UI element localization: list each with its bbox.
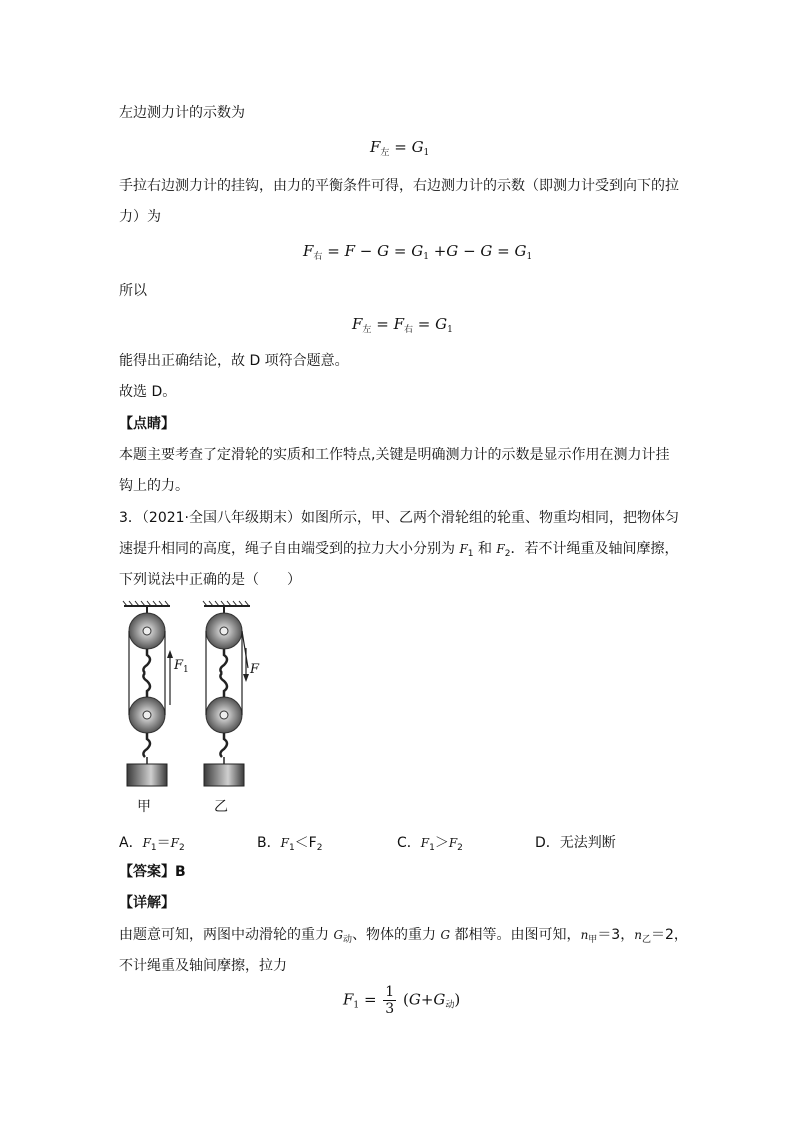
text-line: 手拉右边测力计的挂钩，由力的平衡条件可得，右边测力计的示数（即测力计受到向下的拉	[119, 178, 679, 194]
pulley-system-yi	[203, 601, 250, 786]
weight-block	[127, 764, 167, 786]
pulley-systems-figure	[118, 600, 278, 820]
equation-left-reading: $F_左 = G_1$	[370, 138, 430, 158]
figure-label-jia: 甲	[137, 799, 151, 815]
pulley-system-jia	[123, 601, 173, 786]
option-c: C．$F_1>F_2$	[397, 835, 463, 853]
eq-subscript: 左	[380, 148, 390, 158]
text-line: 故选 D。	[119, 384, 177, 400]
question-text: 速提升相同的高度，绳子自由端受到的拉力大小分别为 $F_1$ 和 $F_2$．若不计绳重及轴间摩擦，	[119, 541, 679, 559]
option-a: A．$F_1=F_2$	[119, 835, 185, 853]
detail-heading: 【详解】	[119, 895, 175, 911]
eq-symbol: F	[370, 138, 381, 156]
text-line: 钩上的力。	[119, 478, 189, 494]
text-line: 所以	[119, 283, 147, 299]
equation-equal-readings: $F_左 = F_右 = G_1$	[352, 315, 453, 335]
up-arrow-icon	[167, 650, 173, 658]
option-b: B．$F_1<F_2$	[257, 835, 323, 853]
down-arrow-icon	[243, 674, 249, 682]
text-line: 左边测力计的示数为	[119, 105, 245, 121]
equation-f1: $F_1$ = $\frac{1}{3}$ $(G+G_动)$	[343, 984, 461, 1017]
explanation-text: 不计绳重及轴间摩擦，拉力	[119, 958, 287, 974]
eq-symbol: G	[411, 138, 424, 156]
text-line: 能得出正确结论，故 D 项符合题意。	[119, 353, 349, 369]
option-d: D．无法判断	[535, 835, 616, 851]
figure-label-yi: 乙	[214, 799, 228, 815]
answer-heading: 【答案】B	[119, 864, 186, 880]
equation-right-reading: $F_右 = F - G = G_1 +G - G = G_1$	[303, 242, 533, 262]
explanation-text: 由题意可知，两图中动滑轮的重力 $G_动$、物体的重力 G 都相等。由图可知，$n_甲=3$，$n_乙=2$，	[119, 927, 688, 945]
force-label-f1: $F_1$	[174, 658, 189, 675]
text-line: 力）为	[119, 209, 161, 225]
section-heading: 【点睛】	[119, 416, 175, 432]
weight-block	[204, 764, 244, 786]
question-text: 3．（2021·全国八年级期末）如图所示，甲、乙两个滑轮组的轮重、物重均相同，把物体匀	[119, 510, 679, 526]
eq-subscript: 1	[423, 148, 430, 158]
text-line: 本题主要考查了定滑轮的实质和工作特点,关键是明确测力计的示数是显示作用在测力计挂	[119, 447, 670, 463]
force-label-f2: F	[250, 662, 260, 677]
pulley-diagram	[118, 600, 278, 800]
question-text: 下列说法中正确的是（ ）	[119, 572, 301, 588]
